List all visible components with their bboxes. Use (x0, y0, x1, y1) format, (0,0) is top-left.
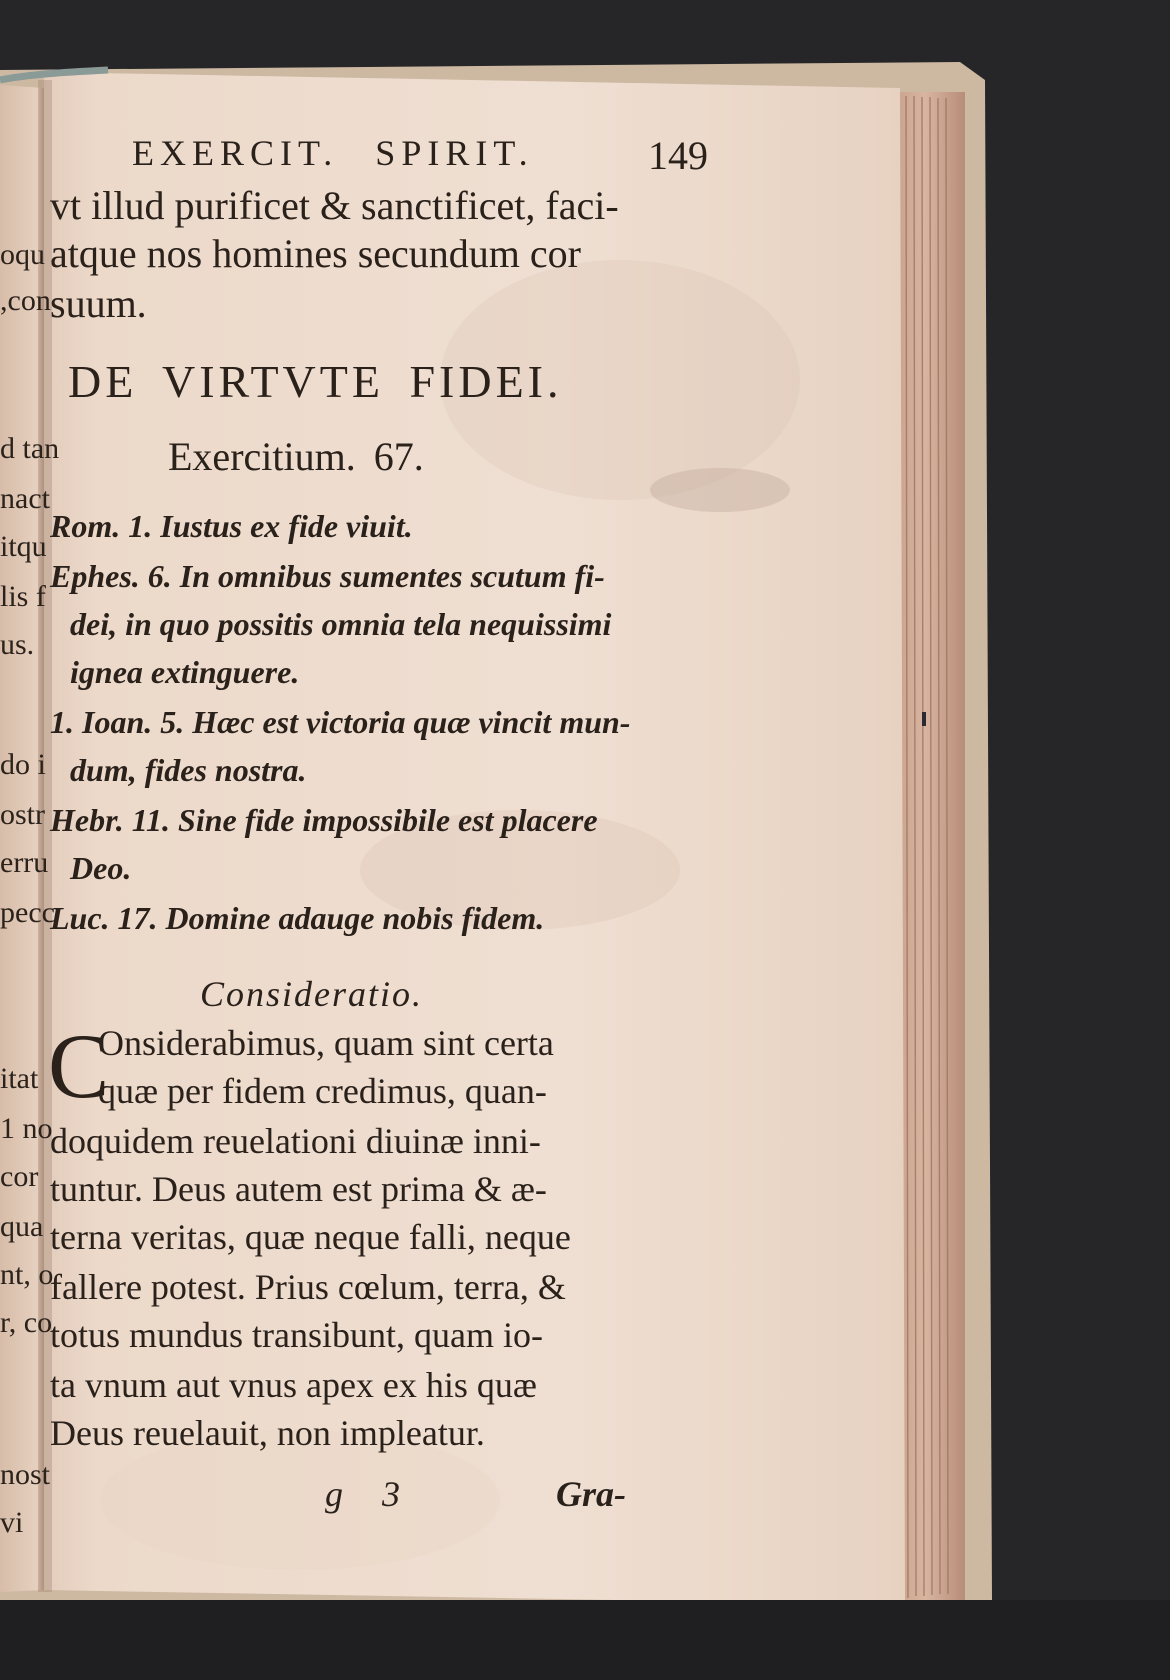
page-number: 149 (648, 133, 708, 178)
citation-line: Hebr. 11. Sine fide impossibile est placere (50, 802, 598, 838)
facing-fragment: vi (0, 1506, 24, 1539)
carryover-line: suum. (50, 281, 147, 326)
citation-line: Deo. (70, 850, 132, 886)
facing-fragment: itqu (0, 530, 47, 563)
facing-fragment: lis f (0, 580, 46, 613)
running-head: EXERCIT. SPIRIT. (132, 133, 534, 173)
facing-fragment: qua (0, 1210, 44, 1243)
facing-fragment: ostr (0, 798, 45, 831)
citation-line: ignea extinguere. (70, 654, 300, 690)
citation-line: dei, in quo possitis omnia tela nequissimi (70, 606, 612, 642)
facing-fragment: nost (0, 1458, 51, 1491)
facing-fragment: do i (0, 748, 46, 781)
facing-fragment: cor (0, 1160, 39, 1193)
facing-fragment: nact (0, 482, 50, 515)
facing-fragment: nt, o (0, 1258, 54, 1291)
paragraph-line: terna veritas, quæ neque falli, neque (50, 1217, 571, 1257)
facing-fragment: us. (0, 628, 35, 661)
facing-fragment: d tan (0, 432, 60, 465)
paragraph-line: Onsiderabimus, quam sint certa (98, 1023, 554, 1063)
citation-line: 1. Ioan. 5. Hæc est victoria quæ vincit mun- (50, 704, 631, 740)
carryover-line: atque nos homines secundum cor (50, 231, 581, 276)
paragraph-line: fallere potest. Prius cœlum, terra, & (50, 1267, 566, 1307)
facing-fragment: 1 no (0, 1112, 53, 1145)
facing-fragment: r, co (0, 1306, 53, 1339)
drop-cap: C (48, 1015, 110, 1117)
paragraph-line: doquidem reuelationi diuinæ inni- (50, 1121, 541, 1161)
paragraph-line: tuntur. Deus autem est prima & æ- (50, 1169, 547, 1209)
facing-fragment: ,con (0, 284, 51, 317)
signature-mark: g 3 (325, 1474, 400, 1514)
paragraph-line: ta vnum aut vnus apex ex his quæ (50, 1365, 537, 1405)
consideratio-title: Consideratio. (200, 974, 424, 1014)
catchword: Gra- (556, 1474, 626, 1514)
citation-line: Ephes. 6. In omnibus sumentes scutum fi- (50, 558, 605, 594)
carryover-line: vt illud purificet & sanctificet, faci- (50, 183, 619, 228)
exercise-label: Exercitium. 67. (168, 434, 424, 479)
facing-fragment: pecc (0, 896, 55, 929)
paragraph-line: Deus reuelauit, non impleatur. (50, 1413, 485, 1453)
paragraph-line: quæ per fidem credimus, quan- (98, 1071, 547, 1111)
paragraph-line: totus mundus transibunt, quam io- (50, 1315, 543, 1355)
facing-fragment: erru (0, 846, 49, 879)
facing-fragment: itat (0, 1062, 39, 1095)
citation-line: Rom. 1. Iustus ex fide viuit. (50, 508, 413, 544)
citation-line: dum, fides nostra. (70, 752, 307, 788)
section-heading: DE VIRTVTE FIDEI. (68, 356, 563, 407)
citation-line: Luc. 17. Domine adauge nobis fidem. (50, 900, 545, 936)
facing-fragment: oqu (0, 238, 45, 271)
